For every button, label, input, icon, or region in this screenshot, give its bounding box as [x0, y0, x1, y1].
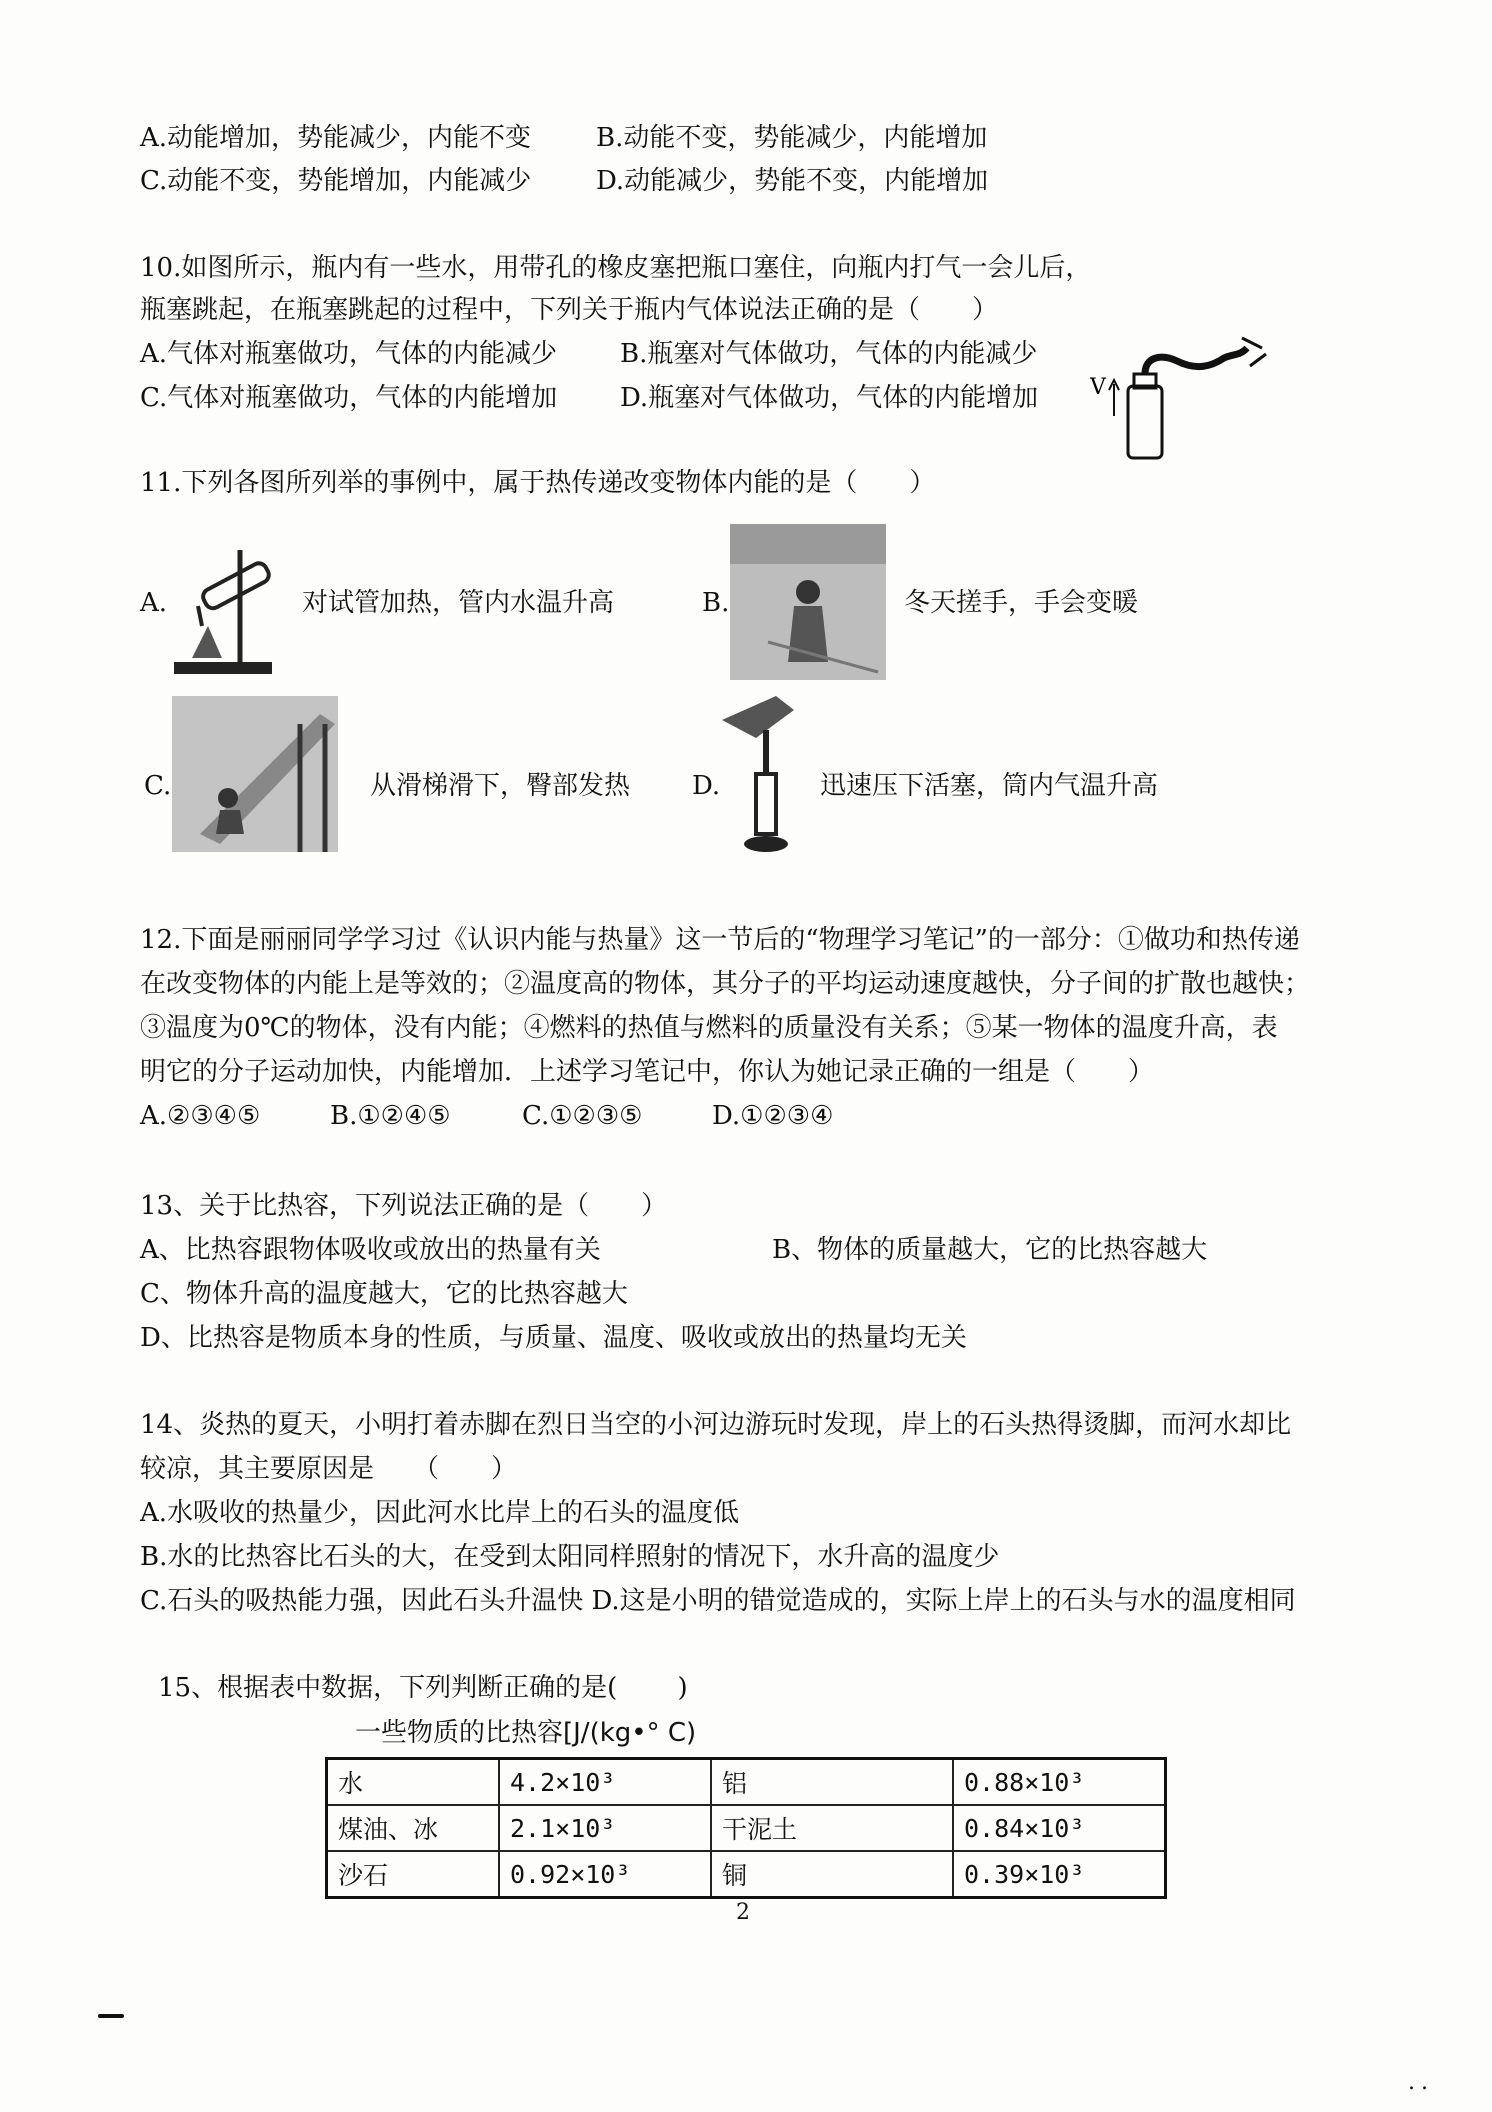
slide-figure: [170, 694, 340, 854]
q14-stem-line2: 较凉，其主要原因是 （ ）: [140, 1454, 518, 1484]
q11-c-letter: C.: [144, 771, 172, 801]
q12-option-a: A.②③④⑤: [140, 1101, 261, 1131]
q12-option-c: C.①②③⑤: [522, 1101, 643, 1131]
q12-line2: 在改变物体的内能上是等效的；②温度高的物体，其分子的平均运动速度越快，分子间的扩散也越快；: [140, 969, 1311, 999]
q10-stem-line1: 10.如图所示，瓶内有一些水，用带孔的橡皮塞把瓶口塞住，向瓶内打气一会儿后，: [140, 253, 1092, 283]
scan-dots: ..: [1408, 2070, 1434, 2095]
q10-option-b: B.瓶塞对气体做功，气体的内能减少: [620, 339, 1038, 369]
q13-option-d: D、比热容是物质本身的性质，与质量、温度、吸收或放出的热量均无关: [140, 1323, 967, 1353]
table-row: [327, 1805, 1166, 1851]
velocity-label: V: [1090, 375, 1106, 400]
table-cell: 2.1×10³: [499, 1805, 711, 1851]
table-cell: 煤油、冰: [327, 1805, 500, 1851]
table-cell: 铜: [711, 1851, 953, 1898]
specific-heat-table: [325, 1757, 1167, 1899]
bottle-pump-figure: [1082, 336, 1272, 466]
q13-option-b: B、物体的质量越大，它的比热容越大: [772, 1235, 1208, 1265]
table-cell: 4.2×10³: [499, 1759, 711, 1806]
table-cell: 0.84×10³: [953, 1805, 1166, 1851]
q13-option-a: A、比热容跟物体吸收或放出的热量有关: [140, 1235, 601, 1265]
table-cell: 0.88×10³: [953, 1759, 1166, 1806]
q10-stem-line2: 瓶塞跳起，在瓶塞跳起的过程中，下列关于瓶内气体说法正确的是（ ）: [140, 295, 999, 325]
test-tube-heating-figure: [168, 540, 278, 680]
q11-c-text: 从滑梯滑下，臀部发热: [370, 771, 631, 801]
table-cell: 铝: [711, 1759, 953, 1806]
q11-d-letter: D.: [692, 771, 721, 801]
q12-option-b: B.①②④⑤: [330, 1101, 451, 1131]
q13-stem: 13、关于比热容，下列说法正确的是（ ）: [140, 1191, 668, 1221]
q13-option-c: C、物体升高的温度越大，它的比热容越大: [140, 1279, 628, 1309]
q12-line1: 12.下面是丽丽同学学习过《认识内能与热量》这一节后的“物理学习笔记”的一部分：①做功和热传递: [140, 925, 1300, 955]
table-cell: 0.39×10³: [953, 1851, 1166, 1898]
q10-option-c: C.气体对瓶塞做功，气体的内能增加: [140, 383, 558, 413]
q9-option-a: A.动能增加，势能减少，内能不变: [140, 123, 532, 153]
q14-stem-line1: 14、炎热的夏天，小明打着赤脚在烈日当空的小河边游玩时发现，岸上的石头热得烫脚，而河水却比: [140, 1410, 1292, 1440]
q12-line3: ③温度为0℃的物体，没有内能；④燃料的热值与燃料的质量没有关系；⑤某一物体的温度升高，表: [140, 1013, 1278, 1043]
q9-option-c: C.动能不变，势能增加，内能减少: [140, 166, 532, 196]
piston-cylinder-figure: [716, 690, 816, 860]
q12-option-d: D.①②③④: [712, 1101, 834, 1131]
page-number: 2: [736, 1900, 750, 1925]
q11-d-text: 迅速压下活塞，筒内气温升高: [820, 771, 1159, 801]
q9-option-d: D.动能减少，势能不变，内能增加: [596, 166, 989, 196]
q14-option-a: A.水吸收的热量少，因此河水比岸上的石头的温度低: [140, 1498, 740, 1528]
q11-b-letter: B.: [702, 588, 730, 618]
table-cell: 干泥土: [711, 1805, 953, 1851]
table-caption: 一些物质的比热容[J/(kg•° C): [355, 1718, 697, 1748]
q15-stem: 15、根据表中数据，下列判断正确的是( ): [158, 1673, 688, 1703]
table-row: [327, 1851, 1166, 1898]
q14-option-b: B.水的比热容比石头的大，在受到太阳同样照射的情况下，水升高的温度少: [140, 1542, 1000, 1572]
rubbing-hands-figure: [728, 522, 888, 682]
q14-option-cd: C.石头的吸热能力强，因此石头升温快 D.这是小明的错觉造成的，实际上岸上的石头与水的温度相同: [140, 1586, 1296, 1616]
table-row: [327, 1759, 1166, 1806]
q9-option-b: B.动能不变，势能减少，内能增加: [596, 123, 988, 153]
q12-line4: 明它的分子运动加快，内能增加．上述学习笔记中，你认为她记录正确的一组是（ ）: [140, 1057, 1155, 1087]
scan-mark: [98, 2014, 124, 2018]
q11-a-text: 对试管加热，管内水温升高: [302, 588, 615, 618]
q10-option-a: A.气体对瓶塞做功，气体的内能减少: [140, 339, 558, 369]
q10-option-d: D.瓶塞对气体做功，气体的内能增加: [620, 383, 1039, 413]
table-cell: 水: [327, 1759, 500, 1806]
q11-stem: 11.下列各图所列举的事例中，属于热传递改变物体内能的是（ ）: [140, 468, 936, 498]
table-cell: 沙石: [327, 1851, 500, 1898]
table-cell: 0.92×10³: [499, 1851, 711, 1898]
q11-a-letter: A.: [140, 588, 168, 618]
q11-b-text: 冬天搓手，手会变暖: [904, 588, 1139, 618]
